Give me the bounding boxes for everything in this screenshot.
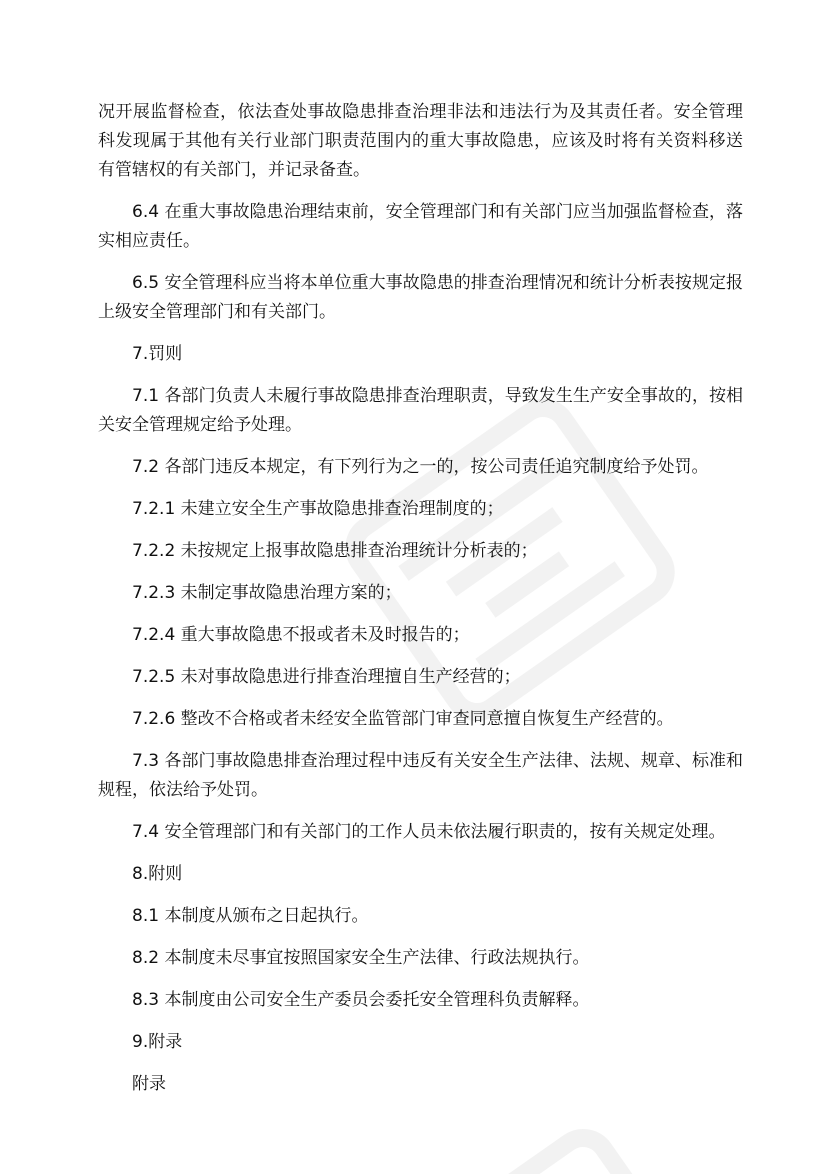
- paragraph-7-4: 7.4 安全管理部门和有关部门的工作人员未依法履行职责的，按有关规定处理。: [132, 822, 726, 842]
- item-8-2: 8.2 本制度未尽事宜按照国家安全生产法律、行政法规执行。: [132, 948, 590, 968]
- item-7-2-6: 7.2.6 整改不合格或者未经安全监管部门审查同意擅自恢复生产经营的。: [132, 709, 674, 729]
- paragraph-7-3: 7.3 各部门事故隐患排查治理过程中违反有关安全生产法律、法规、规章、标准和规程，依法给予处罚。: [98, 751, 743, 800]
- appendix-label: 附录: [132, 1074, 166, 1094]
- item-7-2-1: 7.2.1 未建立安全生产事故隐患排查治理制度的；: [132, 499, 504, 519]
- section-8-title: 8.附则: [132, 864, 183, 884]
- item-7-2-2: 7.2.2 未按规定上报事故隐患排查治理统计分析表的；: [132, 541, 538, 561]
- paragraph-7-2: 7.2 各部门违反本规定，有下列行为之一的，按公司责任追究制度给予处罚。: [132, 457, 709, 477]
- section-9-title: 9.附录: [132, 1032, 183, 1052]
- item-8-1: 8.1 本制度从颁布之日起执行。: [132, 906, 369, 926]
- paragraph-7-1: 7.1 各部门负责人未履行事故隐患排查治理职责，导致发生生产安全事故的，按相关安全管理规定给予处理。: [98, 386, 743, 435]
- item-7-2-4: 7.2.4 重大事故隐患不报或者未及时报告的；: [132, 625, 470, 645]
- paragraph-6-4: 6.4 在重大事故隐患治理结束前，安全管理部门和有关部门应当加强监督检查，落实相应责任。: [98, 202, 743, 251]
- paragraph-continued-supervision: 况开展监督检查，依法查处事故隐患排查治理非法和违法行为及其责任者。安全管理科发现属于其他有关行业部门职责范围内的重大事故隐患，应该及时将有关资料移送有管辖权的有关部门，并记录备查。: [98, 102, 743, 180]
- document-content: [98, 98, 743, 1112]
- paragraph-6-5: 6.5 安全管理科应当将本单位重大事故隐患的排查治理情况和统计分析表按规定报上级安全管理部门和有关部门。: [98, 273, 743, 322]
- section-7-title: 7.罚则: [132, 344, 183, 364]
- item-8-3: 8.3 本制度由公司安全生产委员会委托安全管理科负责解释。: [132, 990, 590, 1010]
- item-7-2-3: 7.2.3 未制定事故隐患治理方案的；: [132, 583, 402, 603]
- item-7-2-5: 7.2.5 未对事故隐患进行排查治理擅自生产经营的；: [132, 667, 521, 687]
